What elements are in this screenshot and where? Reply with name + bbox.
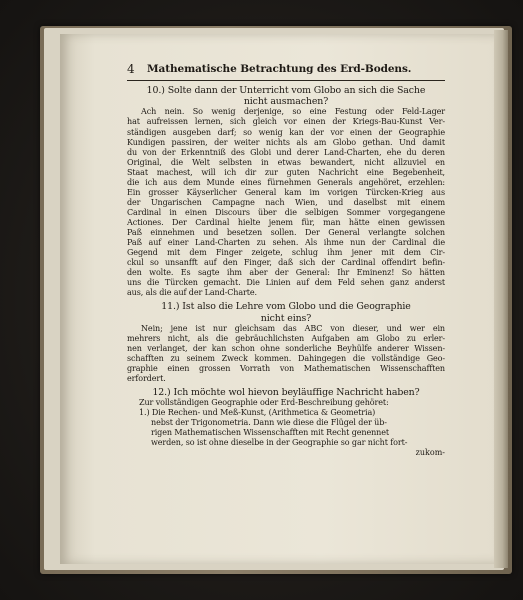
text-line: nen verlanget, der kan schon ohne sonderliche Beyhülfe anderer Wissen- bbox=[127, 343, 445, 353]
text-line: Zur vollständigen Geographie oder Erd-Beschreibung gehöret: bbox=[139, 398, 389, 408]
text-line: du von der Erkenntniß des Globi und derer Land-Charten, ehe du deren bbox=[127, 147, 445, 157]
text-line: Paß auf einer Land-Charten zu sehen. Als ihme nun der Cardinal die bbox=[127, 238, 445, 248]
text-line: Original, die Welt selbsten in etwas bewandert, nicht allzuviel en bbox=[127, 157, 445, 167]
text-line: schafften zu seinem Zweck kommen. Dahingegen die vollständige Geo- bbox=[127, 353, 445, 363]
text-line: Actiones. Der Cardinal hielte jenem für, man hätte einen gewissen bbox=[127, 217, 445, 227]
text-line: die ich aus dem Munde eines fürnehmen Generals angehöret, erzehlen: bbox=[127, 177, 445, 187]
text-line: den wolte. Es sagte ihm aber der General: Ihr Eminenz! So hätten bbox=[127, 268, 445, 278]
text-line: Ein grosser Käyserlicher General kam im vorigen Türcken-Krieg aus bbox=[127, 187, 445, 197]
answer-12-item-1 bbox=[127, 408, 445, 448]
question-11-heading-line-1: 11.) Ist also die Lehre vom Globo und die Geographie bbox=[161, 301, 411, 313]
question-11-heading-line-2: nicht eins? bbox=[260, 312, 312, 324]
answer-12-intro bbox=[127, 398, 445, 408]
text-line: nebst der Trigonometria. Dann wie diese die Flügel der üb- bbox=[151, 418, 387, 428]
text-line: Gegend mit dem Finger zeigete, schlug ihm jener mit dem Cir- bbox=[127, 248, 445, 258]
text-line: werden, so ist ohne dieselbe in der Geographie so gar nicht fort- bbox=[151, 438, 408, 448]
page-text-block bbox=[127, 62, 445, 457]
text-line: 1.) Die Rechen- und Meß-Kunst, (Arithmetica & Geometria) bbox=[139, 408, 376, 418]
text-line: ckul so unsanfft auf den Finger, daß sich der Cardinal offendirt befin- bbox=[127, 258, 445, 268]
text-line: ständigen ausgeben darf; so wenig kan der vor einen der Geographie bbox=[127, 127, 445, 137]
text-line: hat aufreissen lernen, sich gleich vor einen der Kriegs-Bau-Kunst Ver- bbox=[127, 117, 445, 127]
text-line: Nein; jene ist nur gleichsam das ABC von dieser, und wer ein bbox=[141, 323, 445, 333]
question-10-heading-line-1: 10.) Solte dann der Unterricht vom Globo an sich die Sache bbox=[146, 85, 426, 96]
text-line: erfordert. bbox=[127, 373, 166, 383]
question-10-heading-line-2: nicht ausmachen? bbox=[243, 96, 329, 108]
text-line: Cardinal in einen Discours über die selbigen Sommer vorgegangene bbox=[127, 207, 445, 217]
catchword: zukom- bbox=[415, 448, 445, 458]
text-line: mehrers nicht, als die gebräuchlichsten Aufgaben am Globo zu erler- bbox=[127, 333, 445, 343]
text-line: Staat machest, will ich dir zur guten Nachricht eine Begebenheit, bbox=[127, 167, 445, 177]
text-line: Kundigen passiren, der weiter nichts als am Globo gethan. Und damit bbox=[127, 137, 445, 147]
answer-11-paragraph bbox=[127, 324, 445, 384]
text-line: Ach nein. So wenig derjenige, so eine Festung oder Feld-Lager bbox=[141, 107, 445, 117]
question-12-heading: 12.) Ich möchte wol hievon beyläuffige Nachricht haben? bbox=[152, 386, 420, 398]
text-line: aus, als die auf der Land-Charte. bbox=[127, 288, 257, 298]
answer-10-paragraph bbox=[127, 107, 445, 298]
page-number: 4 bbox=[127, 62, 135, 76]
page-header bbox=[127, 62, 445, 81]
text-line: rigen Mathematischen Wissenschafften mit Recht genennet bbox=[151, 428, 389, 438]
text-line: graphie einen grossen Vorrath von Mathematischen Wissenschafften bbox=[127, 363, 445, 373]
running-title: Mathematische Betrachtung des Erd-Bodens. bbox=[147, 63, 412, 75]
page-fore-edge bbox=[494, 30, 508, 568]
text-line: Paß einnehmen und besetzen sollen. Der General verlangte solchen bbox=[127, 227, 445, 237]
text-line: uns die Türcken gemacht. Die Linien auf dem Feld sehen ganz anderst bbox=[127, 278, 445, 288]
text-line: der Ungarischen Campagne nach Wien, und daselbst mit einem bbox=[127, 197, 445, 207]
